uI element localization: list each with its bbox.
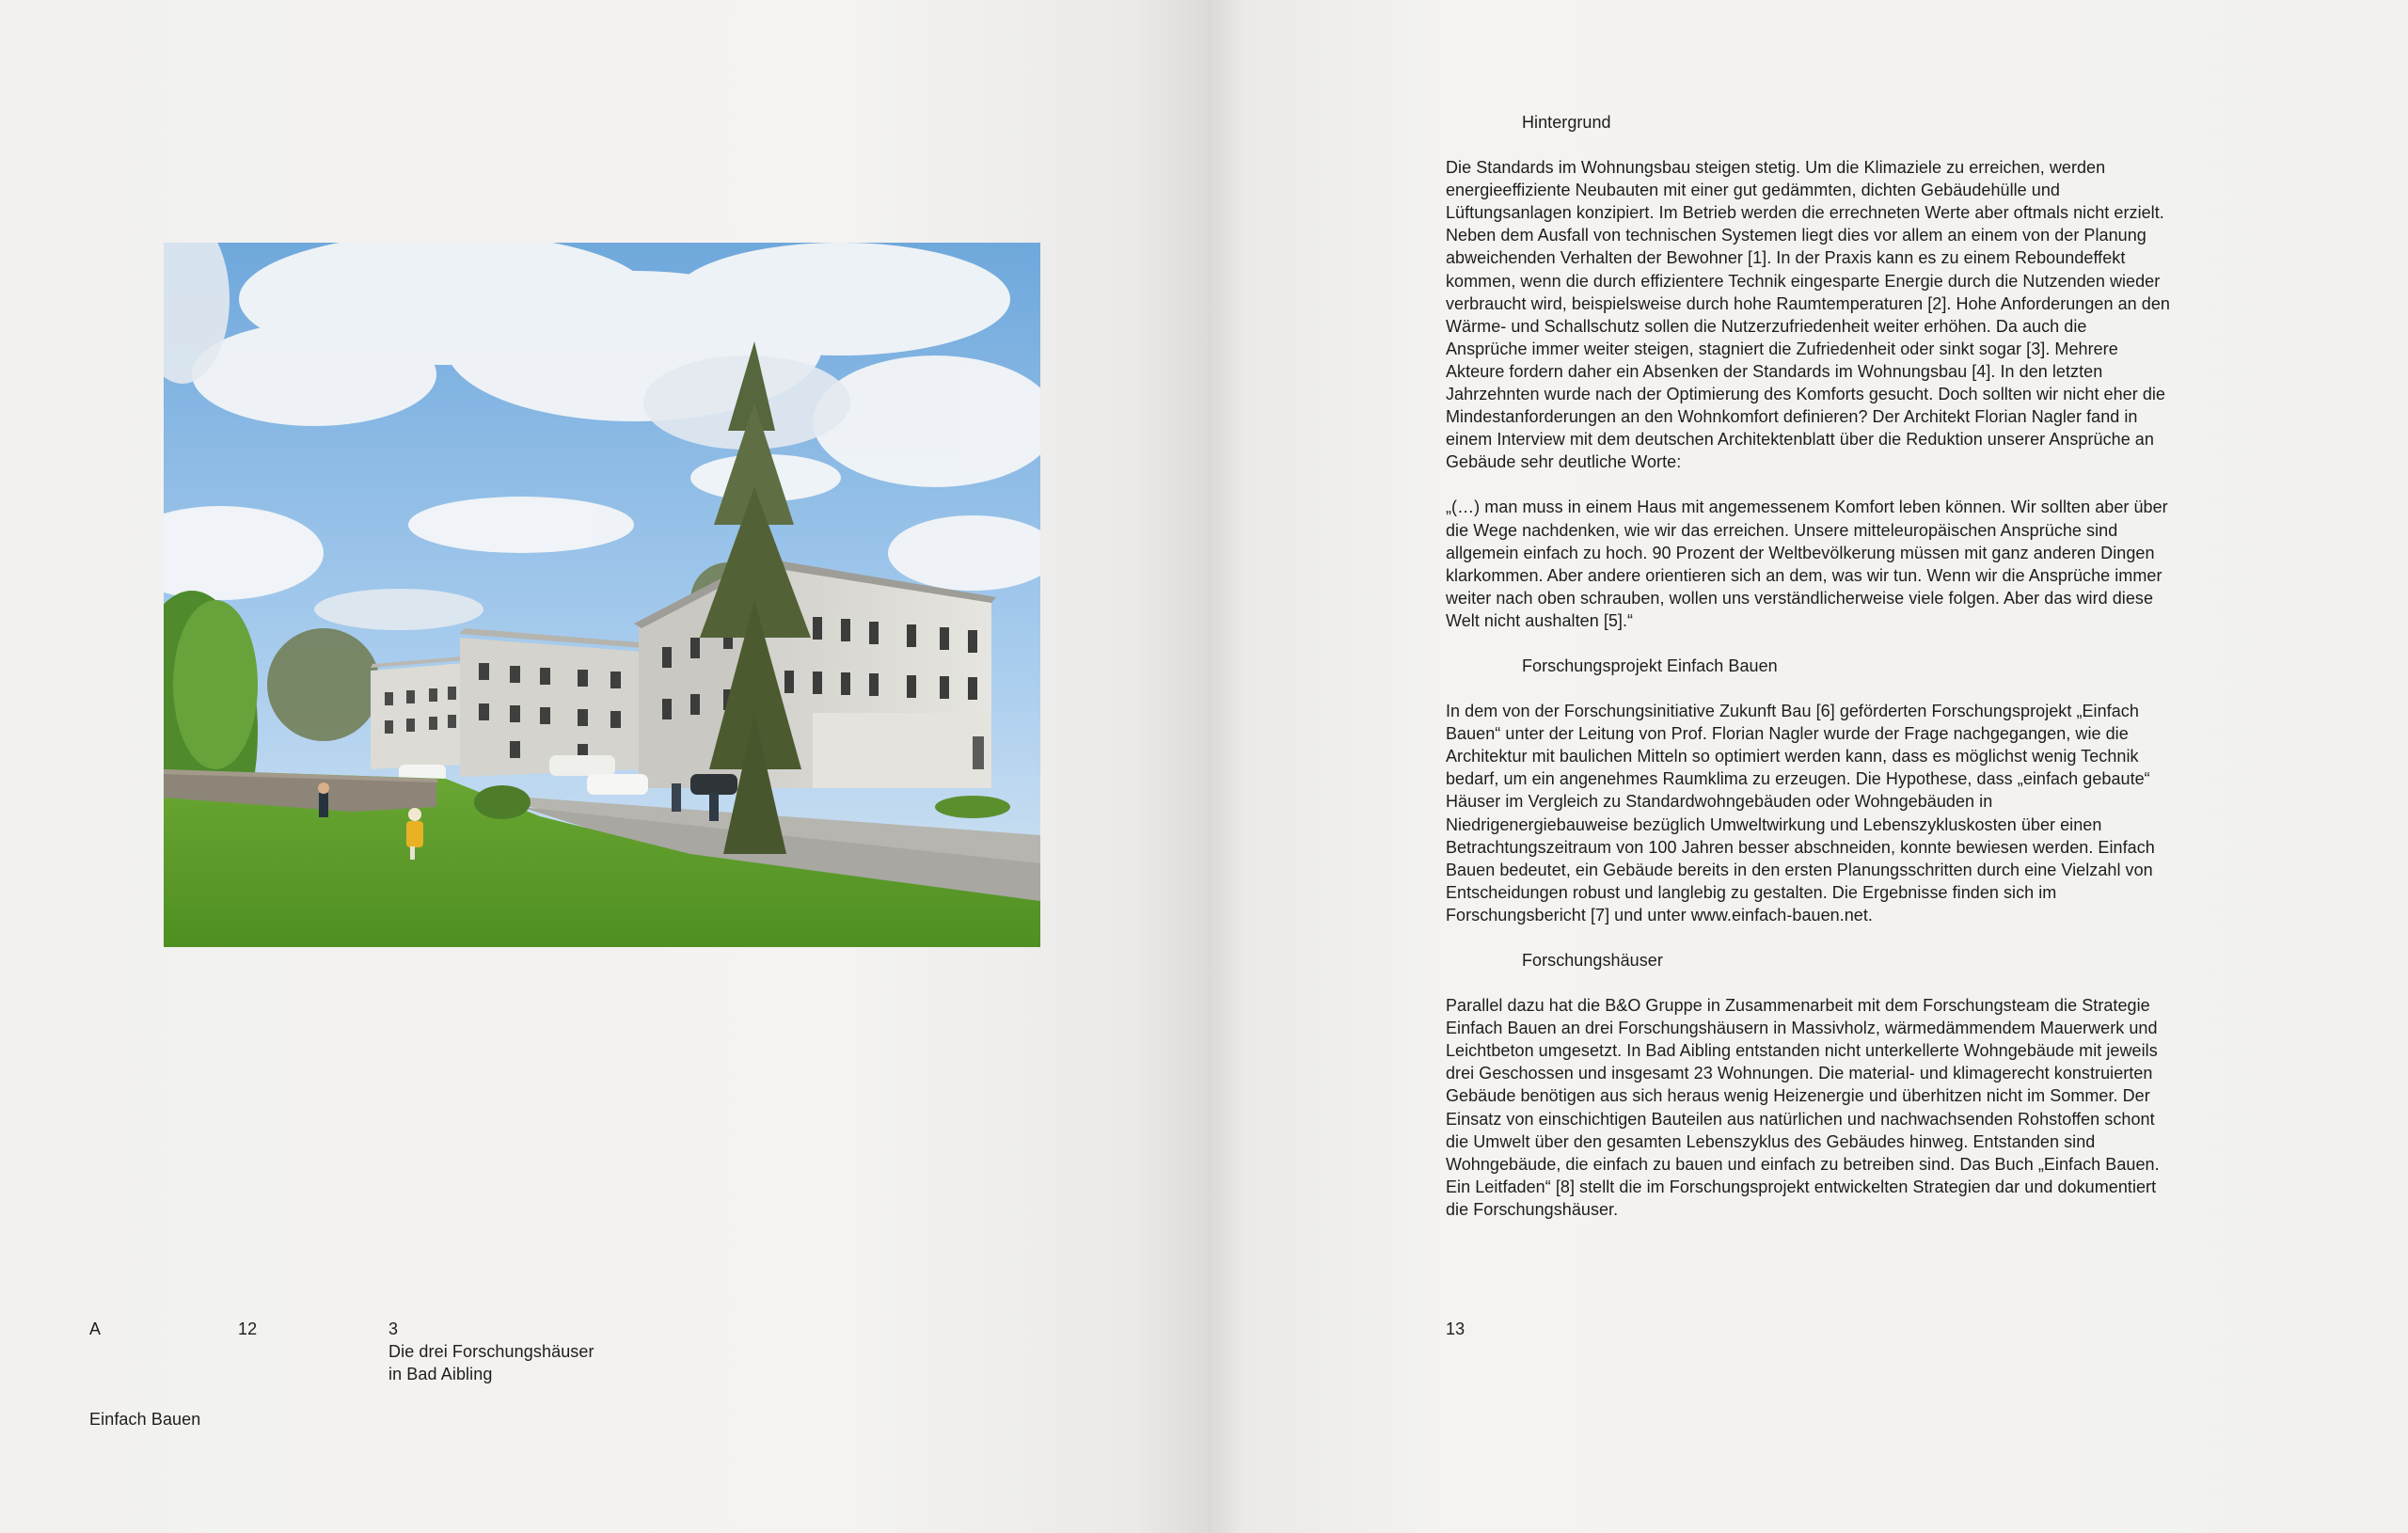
page-number-right: 13 <box>1446 1320 1465 1338</box>
photo-illustration <box>164 243 1040 947</box>
body-text-column <box>1446 111 2170 1221</box>
quote-nagler: „(…) man muss in einem Haus mit angemessenem Komfort leben können. Wir sollten aber über die Wege nachdenken, wie wir das erreichen. Unsere mitteleuropäischen Ansprüche sind allgemein einfach zu hoch. 90 Prozent der Weltbevölkerung müssen mit ganz anderen Dingen klarkommen. Aber andere orientieren sich an dem, was wir tun. Wenn wir die Ansprüche immer weiter nach oben schrauben, wollen uns verständlicherweise viele folgen. Aber das wird diese Welt nicht aushalten [5].“ <box>1446 498 2168 630</box>
heading-hintergrund: Hintergrund <box>1522 113 1611 132</box>
book-title: Einfach Bauen <box>89 1410 201 1429</box>
heading-forschungshaeuser: Forschungshäuser <box>1522 951 1663 970</box>
section-letter: A <box>89 1320 102 1338</box>
page-number-left: 12 <box>238 1320 258 1338</box>
caption-number: 3 <box>388 1320 399 1338</box>
paragraph-hintergrund: Die Standards im Wohnungsbau steigen stetig. Um die Klimaziele zu erreichen, werden energieeffiziente Neubauten mit einer gut gedämmten, dichten Gebäudehülle und Lüftungsanlagen konzipiert. Im Betrieb werden die errechneten Werte aber oftmals nicht erzielt. Neben dem Ausfall von technischen Systemen liegt dies vor allem an einem von der Planung abweichenden Verhalten der Bewohner [1]. In der Praxis kann es zu einem Reboundeffekt kommen, wenn die durch effizientere Technik eingesparte Energie durch die Nutzenden wieder verbraucht wird, beispielsweise durch hohe Raumtemperaturen [2]. Hohe Anforderungen an den Wärme- und Schallschutz sollen die Nutzerzufriedenheit weiter erhöhen. Da auch die Ansprüche immer weiter steigen, stagniert die Zufriedenheit oder sinkt sogar [3]. Mehrere Akteure fordern daher ein Absenken der Standards im Wohnungsbau [4]. In den letzten Jahrzehnten wurde nach der Optimierung des Komforts gesucht. Doch sollten wir nicht eher die Mindestanforderungen an den Wohnkomfort definieren? Der Architekt Florian Nagler fand in einem Interview mit dem deutschen Architektenblatt über die Reduktion unserer Ansprüche an Gebäude sehr deutliche Worte: <box>1446 158 2170 472</box>
paragraph-forschungshaeuser: Parallel dazu hat die B&O Gruppe in Zusammenarbeit mit dem Forschungsteam die Strategie Einfach Bauen an drei Forschungshäusern in Massivholz, wärmedämmendem Mauerwerk und Leichtbeton umgesetzt. In Bad Aibling entstanden nicht unterkellerte Wohngebäude mit jeweils drei Geschossen und insgesamt 23 Wohnungen. Die material- und klimagerecht konstruierten Gebäude benötigen aus sich heraus wenig Heizenergie und überhitzen nicht im Sommer. Der Einsatz von einschichtigen Bauteilen aus natürlichen und nachwachsenden Rohstoffen schont die Umwelt über den gesamten Lebenszyklus des Gebäudes hinweg. Entstanden sind Wohngebäude, die einfach zu bauen und einfach zu betreiben sind. Das Buch „Einfach Bauen. Ein Leitfaden“ [8] stellt die im Forschungsprojekt entwickelten Strategien dar und dokumentiert die Forschungshäuser. <box>1446 996 2160 1219</box>
photo-research-houses <box>164 243 1040 947</box>
heading-forschungsprojekt: Forschungsprojekt Einfach Bauen <box>1522 656 1778 675</box>
paragraph-forschungsprojekt: In dem von der Forschungsinitiative Zukunft Bau [6] geförderten Forschungsprojekt „Einfach Bauen“ unter der Leitung von Prof. Florian Nagler wurde der Frage nachgegangen, wie die Architektur mit baulichen Mitteln so optimiert werden kann, dass es möglichst wenig Technik bedarf, um ein angenehmes Raumklima zu erzeugen. Die Hypothese, dass „einfach gebaute“ Häuser im Vergleich zu Standardwohngebäuden oder Wohngebäuden in Niedrigenergiebauweise bezüglich Umweltwirkung und Lebenszykluskosten über einen Betrachtungszeitraum von 100 Jahren besser abschneiden, konnte bewiesen werden. Einfach Bauen bedeutet, ein Gebäude bereits in den ersten Planungsschritten durch eine Vielzahl von Entscheidungen robust und langlebig zu gestalten. Die Ergebnisse finden sich im Forschungsbericht [7] und unter www.einfach-bauen.net. <box>1446 702 2155 925</box>
caption-line-1: Die drei Forschungshäuser <box>388 1342 594 1361</box>
caption-line-2: in Bad Aibling <box>388 1365 493 1383</box>
figure-caption <box>388 1318 699 1385</box>
